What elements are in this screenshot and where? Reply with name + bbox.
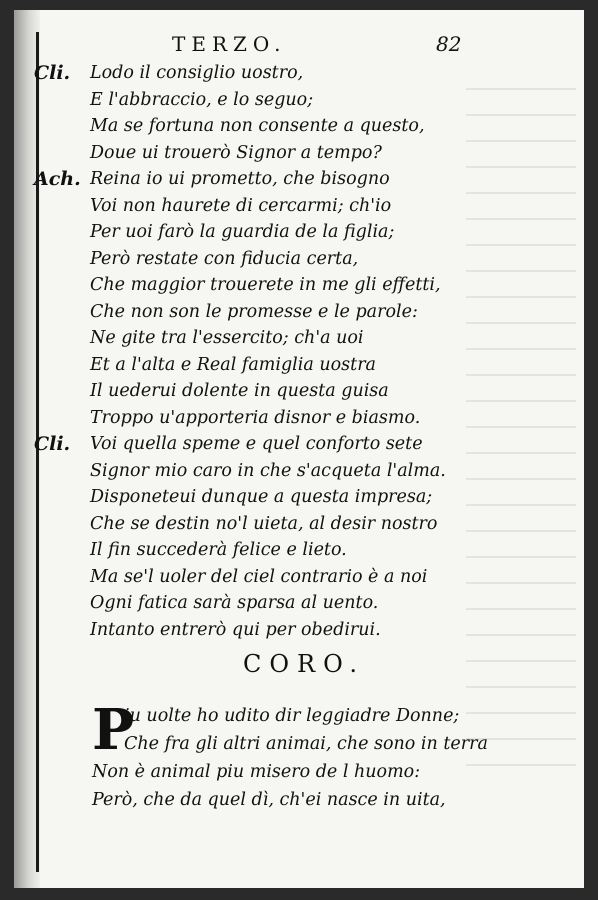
coro-text: iu uolte ho udito dir leggiadre Donne; xyxy=(124,706,460,726)
verse-line xyxy=(14,193,584,220)
coro-stanza xyxy=(14,697,584,814)
speaker-label: Ach. xyxy=(34,168,81,190)
verse-line xyxy=(14,60,584,87)
verse-text: Signor mio caro in che s'acqueta l'alma. xyxy=(90,460,446,481)
verse-line xyxy=(14,458,584,485)
coro-text: Non è animal piu misero de l huomo: xyxy=(92,762,421,782)
book-page xyxy=(14,10,584,888)
verse-text: Che se destin no'l uieta, al desir nostro xyxy=(90,513,438,534)
coro-line xyxy=(14,758,584,786)
verse-text: Che non son le promesse e le parole: xyxy=(90,301,418,322)
coro-line xyxy=(14,730,584,758)
verse-text: Ne gite tra l'essercito; ch'a uoi xyxy=(90,328,364,348)
verse-line xyxy=(14,219,584,246)
verse-text: Che maggior trouerete in me gli effetti, xyxy=(90,275,441,295)
verse-text: Doue ui trouerò Signor a tempo? xyxy=(90,142,382,163)
verse-text: Troppo u'apporteria disnor e biasmo. xyxy=(90,407,421,428)
verse-text: Ogni fatica sarà sparsa al uento. xyxy=(90,593,379,613)
verse-text: Lodo il consiglio uostro, xyxy=(90,63,304,83)
verse-text: E l'abbraccio, e lo seguo; xyxy=(90,89,314,110)
coro-line xyxy=(14,786,584,814)
verse-line xyxy=(14,537,584,564)
verse-line xyxy=(14,166,584,193)
verse-line xyxy=(14,590,584,617)
verse-text: Però restate con fiducia certa, xyxy=(90,248,359,269)
verse-text: Intanto entrerò qui per obedirui. xyxy=(90,619,381,640)
verse-line xyxy=(14,272,584,299)
verse-dialogue xyxy=(14,60,584,643)
verse-line xyxy=(14,325,584,352)
drop-capital: P xyxy=(92,697,135,763)
verse-text: Et a l'alta e Real famiglia uostra xyxy=(90,354,376,375)
coro-text: Che fra gli altri animai, che sono in terra xyxy=(124,734,488,754)
verse-text: Voi non haurete di cercarmi; ch'io xyxy=(90,195,392,216)
verse-text: Ma se'l uoler del ciel contrario è a noi xyxy=(90,566,428,587)
verse-text: Il uederui dolente in questa guisa xyxy=(90,381,389,401)
verse-text: Disponeteui dunque a questa impresa; xyxy=(90,487,433,507)
speaker-label: Cli. xyxy=(34,433,71,455)
verse-line xyxy=(14,484,584,511)
verse-text: Ma se fortuna non consente a questo, xyxy=(90,116,425,136)
running-title: TERZO. xyxy=(172,32,287,56)
verse-text: Reina io ui prometto, che bisogno xyxy=(90,169,390,189)
verse-line xyxy=(14,405,584,432)
verse-line xyxy=(14,87,584,114)
verse-line xyxy=(14,299,584,326)
coro-line xyxy=(14,702,584,730)
verse-line xyxy=(14,140,584,167)
verse-line xyxy=(14,352,584,379)
verse-line xyxy=(14,511,584,538)
verse-line xyxy=(14,431,584,458)
page-header xyxy=(14,32,584,58)
verse-line xyxy=(14,617,584,644)
speaker-label: Cli. xyxy=(34,62,71,84)
verse-line xyxy=(14,378,584,405)
page-number: 82 xyxy=(436,32,462,56)
verse-line xyxy=(14,564,584,591)
section-title: CORO. xyxy=(242,650,365,678)
verse-line xyxy=(14,246,584,273)
coro-text: Però, che da quel dì, ch'ei nasce in uita, xyxy=(92,790,446,810)
verse-line xyxy=(14,113,584,140)
verse-text: Per uoi farò la guardia de la figlia; xyxy=(90,222,395,242)
verse-text: Il fin succederà felice e lieto. xyxy=(90,540,347,560)
verse-text: Voi quella speme e quel conforto sete xyxy=(90,434,423,454)
